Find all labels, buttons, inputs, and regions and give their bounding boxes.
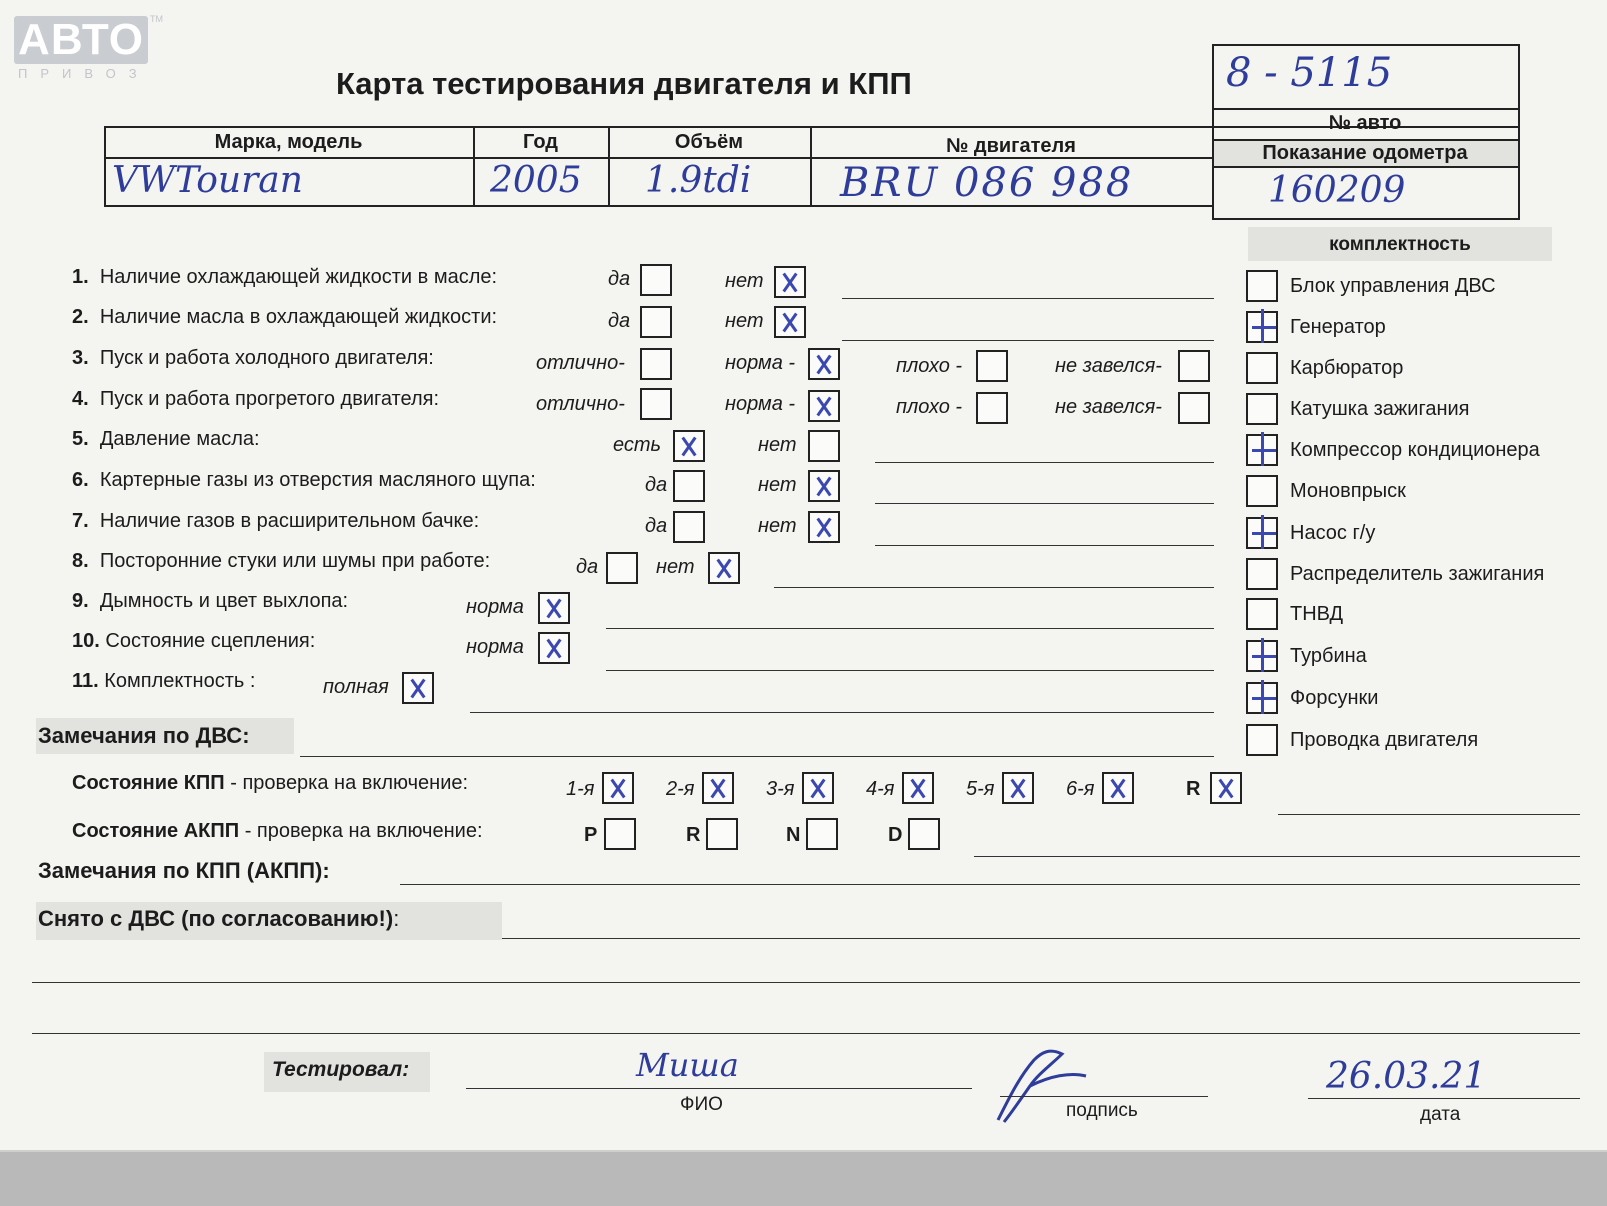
note-line-6[interactable] xyxy=(875,503,1214,504)
checkbox-8-yes[interactable] xyxy=(606,552,638,584)
logo: АВТО xyxy=(14,16,148,64)
name-caption: ФИО xyxy=(680,1094,723,1115)
extra-line-1[interactable] xyxy=(32,982,1580,983)
checkbox-4-excellent[interactable] xyxy=(640,388,672,420)
completeness-item-label: Блок управления ДВС xyxy=(1290,275,1496,297)
checkbox-10-normal[interactable] xyxy=(538,632,570,664)
remarks-engine-label: Замечания по ДВС: xyxy=(38,723,250,748)
opt-bad-3: плохо - xyxy=(896,355,963,377)
checkbox-2-yes[interactable] xyxy=(640,306,672,338)
checkbox-8-no[interactable] xyxy=(708,552,740,584)
completeness-item-label: ТНВД xyxy=(1290,603,1344,625)
completeness-item-label: Карбюратор xyxy=(1290,357,1404,379)
check-1: 1. Наличие охлаждающей жидкости в масле: xyxy=(72,266,498,288)
completeness-checkbox-7[interactable] xyxy=(1246,517,1278,549)
completeness-checkbox-4[interactable] xyxy=(1246,393,1278,425)
date-value: 26.03.21 xyxy=(1326,1056,1487,1097)
tester-name-value: Миша xyxy=(636,1046,739,1084)
completeness-title: комплектность xyxy=(1329,234,1471,255)
completeness-item-label: Катушка зажигания xyxy=(1290,398,1470,420)
opt-no-2: нет xyxy=(725,310,764,332)
gear-label: 1-я xyxy=(566,778,595,800)
completeness-item-label: Насос г/у xyxy=(1290,522,1376,544)
logo-trademark: TM xyxy=(150,14,163,24)
checkbox-6-no[interactable] xyxy=(808,470,840,502)
opt-bad-4: плохо - xyxy=(896,396,963,418)
auto-position-label: N xyxy=(786,824,801,846)
brand-value: VWTouran xyxy=(112,160,303,201)
note-line-9[interactable] xyxy=(606,628,1214,629)
opt-yes-7: да xyxy=(645,515,668,537)
gear-checkbox-1[interactable] xyxy=(602,772,634,804)
check-2: 2. Наличие масла в охлаждающей жидкости: xyxy=(72,306,498,328)
engine-number-value: BRU 086 988 xyxy=(840,160,1134,206)
auto-position-checkbox-p[interactable] xyxy=(604,818,636,850)
opt-full-11: полная xyxy=(323,676,389,698)
completeness-checkbox-12[interactable] xyxy=(1246,724,1278,756)
checkbox-2-no[interactable] xyxy=(774,306,806,338)
check-4: 4. Пуск и работа прогретого двигателя: xyxy=(72,388,440,410)
completeness-checkbox-10[interactable] xyxy=(1246,640,1278,672)
check-7: 7. Наличие газов в расширительном бачке: xyxy=(72,510,480,532)
remarks-gearbox-line[interactable] xyxy=(400,884,1580,885)
completeness-item-label: Проводка двигателя xyxy=(1290,729,1479,751)
completeness-item-label: Распределитель зажигания xyxy=(1290,563,1545,585)
opt-normal-10: норма xyxy=(466,636,524,658)
completeness-item-label: Генератор xyxy=(1290,316,1386,338)
page-title: Карта тестирования двигателя и КПП xyxy=(336,66,912,101)
opt-normal-9: норма xyxy=(466,596,524,618)
gear-label: R xyxy=(1186,778,1201,800)
name-line[interactable] xyxy=(466,1088,972,1089)
note-line-10[interactable] xyxy=(606,670,1214,671)
completeness-checkbox-2[interactable] xyxy=(1246,311,1278,343)
completeness-checkbox-5[interactable] xyxy=(1246,434,1278,466)
checkbox-9-normal[interactable] xyxy=(538,592,570,624)
opt-no-1: нет xyxy=(725,270,764,292)
checkbox-4-bad[interactable] xyxy=(976,392,1008,424)
odometer-value: 160209 xyxy=(1268,170,1406,211)
opt-no-6: нет xyxy=(758,474,797,496)
gear-checkbox-7[interactable] xyxy=(1210,772,1242,804)
gear-label: 5-я xyxy=(966,778,995,800)
note-line-11[interactable] xyxy=(470,712,1214,713)
gearbox-note-line[interactable] xyxy=(1278,814,1580,815)
check-5: 5. Давление масла: xyxy=(72,428,260,450)
opt-yes-1: да xyxy=(608,268,631,290)
logo-subtitle: ПРИВОЗ xyxy=(18,66,150,81)
note-line-1[interactable] xyxy=(842,298,1214,299)
date-line[interactable] xyxy=(1308,1098,1580,1099)
checkbox-1-no[interactable] xyxy=(774,266,806,298)
sign-caption: подпись xyxy=(1066,1100,1138,1121)
gear-checkbox-4[interactable] xyxy=(902,772,934,804)
completeness-checkbox-3[interactable] xyxy=(1246,352,1278,384)
opt-no-8: нет xyxy=(656,556,695,578)
checkbox-3-normal[interactable] xyxy=(808,348,840,380)
completeness-item-label: Компрессор кондиционера xyxy=(1290,439,1540,461)
opt-normal-4: норма - xyxy=(725,393,796,415)
check-11: 11. Комплектность : xyxy=(72,670,256,692)
sign-line[interactable] xyxy=(1000,1096,1208,1097)
checkbox-11-full[interactable] xyxy=(402,672,434,704)
check-6: 6. Картерные газы из отверстия масляного щупа: xyxy=(72,469,536,491)
completeness-item-label: Турбина xyxy=(1290,645,1367,667)
opt-excellent-3: отлично- xyxy=(536,352,625,374)
date-caption: дата xyxy=(1420,1104,1461,1125)
year-value: 2005 xyxy=(490,160,582,201)
check-9: 9. Дымность и цвет выхлопа: xyxy=(72,590,349,612)
opt-yes-8: да xyxy=(576,556,599,578)
removed-label: Снято с ДВС (по согласованию!): xyxy=(38,906,400,931)
gear-label: 3-я xyxy=(766,778,795,800)
gear-label: 4-я xyxy=(866,778,895,800)
manual-gearbox-label: Состояние КПП - проверка на включение: xyxy=(72,772,469,794)
auto-gearbox-label: Состояние АКПП - проверка на включение: xyxy=(72,820,483,842)
gear-checkbox-3[interactable] xyxy=(802,772,834,804)
opt-excellent-4: отлично- xyxy=(536,393,625,415)
checkbox-6-yes[interactable] xyxy=(673,470,705,502)
auto-number-label: № авто xyxy=(1328,112,1402,134)
checkbox-7-yes[interactable] xyxy=(673,511,705,543)
opt-no-7: нет xyxy=(758,515,797,537)
removed-line[interactable] xyxy=(502,938,1580,939)
note-line-2[interactable] xyxy=(842,340,1214,341)
volume-value: 1.9tdi xyxy=(645,160,752,201)
engine-number-label: № двигателя xyxy=(946,135,1076,157)
opt-yes-2: да xyxy=(608,310,631,332)
opt-nostart-4: не завелся- xyxy=(1055,396,1162,418)
check-10: 10. Состояние сцепления: xyxy=(72,630,316,652)
completeness-checkbox-1[interactable] xyxy=(1246,270,1278,302)
opt-present-5: есть xyxy=(613,434,662,456)
completeness-checkbox-6[interactable] xyxy=(1246,475,1278,507)
note-line-7[interactable] xyxy=(875,545,1214,546)
checkbox-3-bad[interactable] xyxy=(976,350,1008,382)
odometer-label: Показание одометра xyxy=(1262,142,1468,164)
brand-label: Марка, модель xyxy=(214,131,363,153)
remarks-engine-line[interactable] xyxy=(300,756,1214,757)
completeness-checkbox-9[interactable] xyxy=(1246,598,1278,630)
checkbox-4-normal[interactable] xyxy=(808,390,840,422)
completeness-item-label: Моновпрыск xyxy=(1290,480,1406,502)
year-label: Год xyxy=(523,131,558,153)
note-line-5[interactable] xyxy=(875,462,1214,463)
opt-no-5: нет xyxy=(758,434,797,456)
note-line-8[interactable] xyxy=(774,587,1214,588)
checkbox-5-no[interactable] xyxy=(808,430,840,462)
auto-position-label: D xyxy=(888,824,903,846)
gear-checkbox-2[interactable] xyxy=(702,772,734,804)
opt-yes-6: да xyxy=(645,474,668,496)
checkbox-3-excellent[interactable] xyxy=(640,348,672,380)
completeness-checkbox-8[interactable] xyxy=(1246,558,1278,590)
checkbox-4-nostart[interactable] xyxy=(1178,392,1210,424)
gear-checkbox-6[interactable] xyxy=(1102,772,1134,804)
checkbox-1-yes[interactable] xyxy=(640,264,672,296)
auto-position-checkbox-r[interactable] xyxy=(706,818,738,850)
checkbox-5-present[interactable] xyxy=(673,430,705,462)
auto-position-label: R xyxy=(686,824,701,846)
auto-note-line[interactable] xyxy=(974,856,1580,857)
tested-label: Тестировал: xyxy=(272,1058,410,1081)
checkbox-3-nostart[interactable] xyxy=(1178,350,1210,382)
completeness-item-label: Форсунки xyxy=(1290,687,1379,709)
extra-line-2[interactable] xyxy=(32,1033,1580,1034)
check-8: 8. Посторонние стуки или шумы при работе: xyxy=(72,550,491,572)
volume-label: Объём xyxy=(674,131,744,153)
gear-label: 6-я xyxy=(1066,778,1095,800)
checkbox-7-no[interactable] xyxy=(808,511,840,543)
auto-position-label: P xyxy=(584,824,598,846)
opt-nostart-3: не завелся- xyxy=(1055,355,1162,377)
gear-checkbox-5[interactable] xyxy=(1002,772,1034,804)
auto-position-checkbox-d[interactable] xyxy=(908,818,940,850)
check-3: 3. Пуск и работа холодного двигателя: xyxy=(72,347,434,369)
opt-normal-3: норма - xyxy=(725,352,796,374)
gear-label: 2-я xyxy=(666,778,695,800)
auto-position-checkbox-n[interactable] xyxy=(806,818,838,850)
remarks-gearbox-label: Замечания по КПП (АКПП): xyxy=(38,858,330,883)
completeness-checkbox-11[interactable] xyxy=(1246,682,1278,714)
car-id-value: 8 - 5115 xyxy=(1226,50,1393,96)
